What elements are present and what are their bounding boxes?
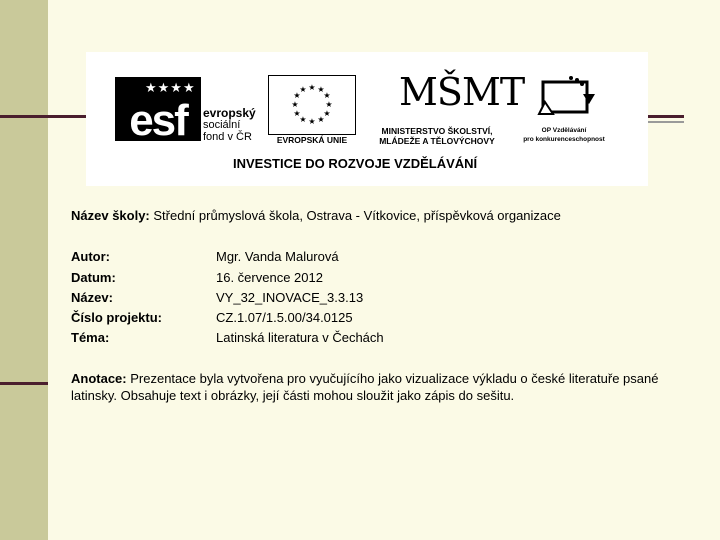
annotation-text: Prezentace byla vytvořena pro vyučujícího jako vizualizace výkladu o české literatuře psané latinsky. Obsahuje text i obrázky, její části mohou sloužit jako zápis do sešitu. — [71, 371, 659, 403]
eu-label: EVROPSKÁ UNIE — [276, 135, 348, 145]
svg-text:★: ★ — [317, 85, 325, 94]
msmt-label-line1: MINISTERSTVO ŠKOLSTVÍ, — [381, 126, 493, 136]
svg-text:★: ★ — [323, 109, 331, 118]
svg-text:★: ★ — [325, 100, 333, 109]
header-rule-right-shadow — [648, 121, 684, 123]
sidebar-divider-bottom — [0, 382, 48, 385]
op-logo-icon — [537, 76, 595, 127]
invest-slogan: INVESTICE DO ROZVOJE VZDĚLÁVÁNÍ — [233, 156, 478, 171]
esf-stars-icon: ★★★★ — [145, 80, 196, 95]
eu-flag-icon — [268, 75, 356, 135]
svg-text:★: ★ — [317, 115, 325, 124]
msmt-logo: MŠMT — [399, 70, 525, 114]
svg-text:★: ★ — [323, 91, 331, 100]
svg-text:★: ★ — [291, 100, 299, 109]
svg-text:★: ★ — [299, 115, 307, 124]
detail-label-name: Název: — [71, 290, 113, 305]
school-value: Střední průmyslová škola, Ostrava - Vítkovice, příspěvková organizace — [149, 208, 561, 223]
esf-subtitle-line1: sociální — [203, 119, 241, 131]
header-rule-right — [648, 115, 684, 118]
logo-banner — [86, 52, 648, 186]
svg-text:★: ★ — [299, 85, 307, 94]
detail-label-author: Autor: — [71, 249, 110, 264]
msmt-label-line2: MLÁDEŽE A TĚLOVÝCHOVY — [379, 136, 495, 146]
detail-value-date: 16. července 2012 — [216, 270, 323, 285]
op-label — [514, 126, 614, 144]
op-label-line1: OP Vzdělávání — [541, 127, 587, 134]
svg-text:★: ★ — [308, 83, 316, 92]
detail-value-author: Mgr. Vanda Malurová — [216, 249, 339, 264]
detail-label-project: Číslo projektu: — [71, 310, 163, 325]
esf-subtitle-bold: evropský — [203, 106, 256, 120]
op-label-line2: pro konkurenceschopnost — [523, 136, 605, 143]
header-rule-left — [30, 115, 86, 118]
esf-logo-text: esf — [129, 96, 187, 145]
esf-subtitle — [203, 107, 256, 143]
annotation-label: Anotace: — [71, 371, 127, 386]
svg-text:★: ★ — [308, 117, 316, 126]
school-label: Název školy: — [71, 208, 150, 223]
svg-text:★: ★ — [293, 91, 301, 100]
msmt-label — [362, 126, 512, 146]
annotation-paragraph — [71, 370, 691, 404]
left-sidebar-band — [0, 0, 48, 540]
school-line — [71, 208, 561, 223]
detail-value-project: CZ.1.07/1.5.00/34.0125 — [216, 310, 353, 325]
detail-label-date: Datum: — [71, 270, 116, 285]
detail-label-topic: Téma: — [71, 330, 110, 345]
esf-logo — [115, 77, 201, 145]
svg-text:★: ★ — [293, 109, 301, 118]
detail-value-name: VY_32_INOVACE_3.3.13 — [216, 290, 364, 305]
detail-value-topic: Latinská literatura v Čechách — [216, 330, 384, 345]
esf-subtitle-line2: fond v ČR — [203, 131, 252, 143]
